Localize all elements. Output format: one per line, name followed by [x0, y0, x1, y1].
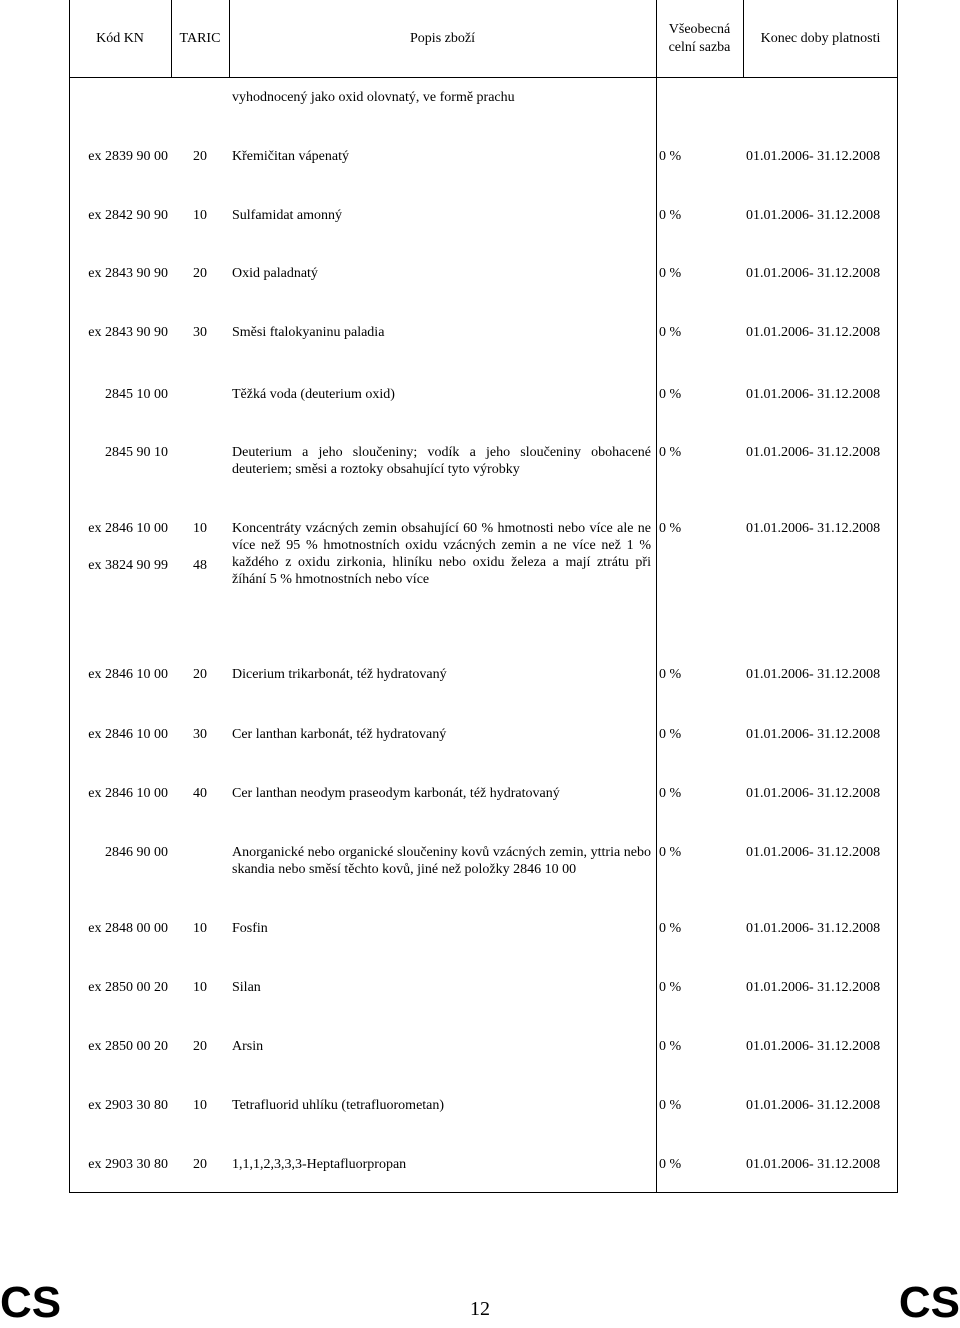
kn-code: ex 2903 30 80: [88, 1157, 168, 1172]
duty-rate: 0 %: [659, 208, 682, 223]
kn-code: ex 2846 10 00: [88, 786, 168, 801]
duty-rate: 0 %: [659, 325, 682, 340]
validity-period: 01.01.2006- 31.12.2008: [746, 1098, 881, 1113]
kn-code: 2846 90 00: [105, 845, 168, 860]
duty-rate: 0 %: [659, 445, 682, 460]
validity-period: 01.01.2006- 31.12.2008: [746, 1157, 881, 1172]
description: Deuterium a jeho sloučeniny; vodík a jeho sloučeniny obohacené deuteriem; směsi a roztoky obsahující tyto výrobky: [232, 445, 651, 477]
header-divider: [743, 0, 744, 78]
validity-period: 01.01.2006- 31.12.2008: [746, 445, 881, 460]
validity-period: 01.01.2006- 31.12.2008: [746, 921, 881, 936]
header-taric: TARIC: [179, 31, 221, 46]
taric-code: 10: [193, 208, 207, 223]
taric-code: 20: [193, 1039, 207, 1054]
kn-code: ex 2846 10 00: [88, 667, 168, 682]
kn-code: ex 2846 10 00: [88, 521, 168, 536]
kn-code: ex 2846 10 00: [88, 727, 168, 742]
duty-rate: 0 %: [659, 266, 682, 281]
description: Sulfamidat amonný: [232, 208, 343, 223]
duty-rate: 0 %: [659, 980, 682, 995]
footer-language-left: CS: [0, 1278, 62, 1327]
taric-code: 20: [193, 1157, 207, 1172]
validity-period: 01.01.2006- 31.12.2008: [746, 521, 881, 536]
validity-period: 01.01.2006- 31.12.2008: [746, 387, 881, 402]
taric-code: 20: [193, 149, 207, 164]
validity-period: 01.01.2006- 31.12.2008: [746, 786, 881, 801]
description: Silan: [232, 980, 261, 995]
description: 1,1,1,2,3,3,3-Heptafluorpropan: [232, 1157, 407, 1172]
taric-code: 20: [193, 266, 207, 281]
duty-rate: 0 %: [659, 786, 682, 801]
description: Těžká voda (deuterium oxid): [232, 387, 395, 402]
taric-code: 10: [193, 521, 207, 536]
header-duty-line2: celní sazba: [668, 40, 731, 55]
validity-period: 01.01.2006- 31.12.2008: [746, 1039, 881, 1054]
kn-code: ex 2850 00 20: [88, 1039, 168, 1054]
column-divider-duty: [656, 0, 657, 1193]
footer-language-right: CS: [898, 1278, 960, 1327]
validity-period: 01.01.2006- 31.12.2008: [746, 325, 881, 340]
header-divider: [171, 0, 172, 78]
kn-code: ex 2848 00 00: [88, 921, 168, 936]
description: Dicerium trikarbonát, též hydratovaný: [232, 667, 447, 682]
duty-rate: 0 %: [659, 667, 682, 682]
duty-rate: 0 %: [659, 1039, 682, 1054]
description: Arsin: [232, 1039, 264, 1054]
kn-code: 2845 90 10: [105, 445, 168, 460]
header-description: Popis zboží: [410, 31, 475, 46]
duty-rate: 0 %: [659, 1098, 682, 1113]
taric-code: 30: [193, 727, 207, 742]
header-duty: [656, 0, 743, 78]
duty-rate: 0 %: [659, 727, 682, 742]
header-kn: Kód KN: [96, 31, 144, 46]
taric-code: 10: [193, 921, 207, 936]
description: Cer lanthan karbonát, též hydratovaný: [232, 727, 447, 742]
description: Oxid paladnatý: [232, 266, 318, 281]
table-header: [69, 0, 898, 78]
kn-code: ex 2843 90 90: [88, 266, 168, 281]
duty-rate: 0 %: [659, 521, 682, 536]
validity-period: 01.01.2006- 31.12.2008: [746, 667, 881, 682]
kn-code: ex 2850 00 20: [88, 980, 168, 995]
validity-period: 01.01.2006- 31.12.2008: [746, 845, 881, 860]
validity-period: 01.01.2006- 31.12.2008: [746, 149, 881, 164]
taric-code: 30: [193, 325, 207, 340]
page-number: 12: [470, 1298, 490, 1320]
description: Křemičitan vápenatý: [232, 149, 350, 164]
duty-rate: 0 %: [659, 845, 682, 860]
continuation-text: vyhodnocený jako oxid olovnatý, ve formě prachu: [232, 90, 515, 105]
taric-code: 10: [193, 980, 207, 995]
header-duty-line1: Všeobecná: [668, 22, 731, 37]
description: Fosfin: [232, 921, 268, 936]
kn-code: ex 2842 90 90: [88, 208, 168, 223]
description: Cer lanthan neodym praseodym karbonát, též hydratovaný: [232, 786, 560, 801]
duty-rate: 0 %: [659, 921, 682, 936]
validity-period: 01.01.2006- 31.12.2008: [746, 727, 881, 742]
header-divider: [229, 0, 230, 78]
kn-code: ex 2843 90 90: [88, 325, 168, 340]
duty-rate: 0 %: [659, 149, 682, 164]
kn-code: ex 2839 90 00: [88, 149, 168, 164]
taric-code: 20: [193, 667, 207, 682]
description: Směsi ftalokyaninu paladia: [232, 325, 385, 340]
kn-code: 2845 10 00: [105, 387, 168, 402]
duty-rate: 0 %: [659, 1157, 682, 1172]
validity-period: 01.01.2006- 31.12.2008: [746, 980, 881, 995]
description: Anorganické nebo organické sloučeniny kovů vzácných zemin, yttria nebo skandia nebo směsí těchto kovů, jiné než položky 2846 10 00: [232, 845, 651, 877]
duty-rate: 0 %: [659, 387, 682, 402]
validity-period: 01.01.2006- 31.12.2008: [746, 266, 881, 281]
description: Koncentráty vzácných zemin obsahující 60 % hmotnosti nebo více ale ne více než 95 % hmotnostních oxidu vzácných zemin a ne více než 1 % každého z oxidu zirkonia, hliníku nebo oxidu železa a mají ztrátu při žíhání 5 % hmotnostních nebo více: [232, 521, 651, 587]
validity-period: 01.01.2006- 31.12.2008: [746, 208, 881, 223]
description: Tetrafluorid uhlíku (tetrafluorometan): [232, 1098, 445, 1113]
taric-code: 10: [193, 1098, 207, 1113]
taric-code: 40: [193, 786, 207, 801]
tariff-table: [69, 0, 898, 1193]
header-rule: [69, 77, 898, 78]
header-period: Konec doby platnosti: [760, 31, 881, 46]
kn-code-secondary: ex 3824 90 99: [88, 558, 168, 573]
taric-code-secondary: 48: [193, 558, 207, 573]
kn-code: ex 2903 30 80: [88, 1098, 168, 1113]
